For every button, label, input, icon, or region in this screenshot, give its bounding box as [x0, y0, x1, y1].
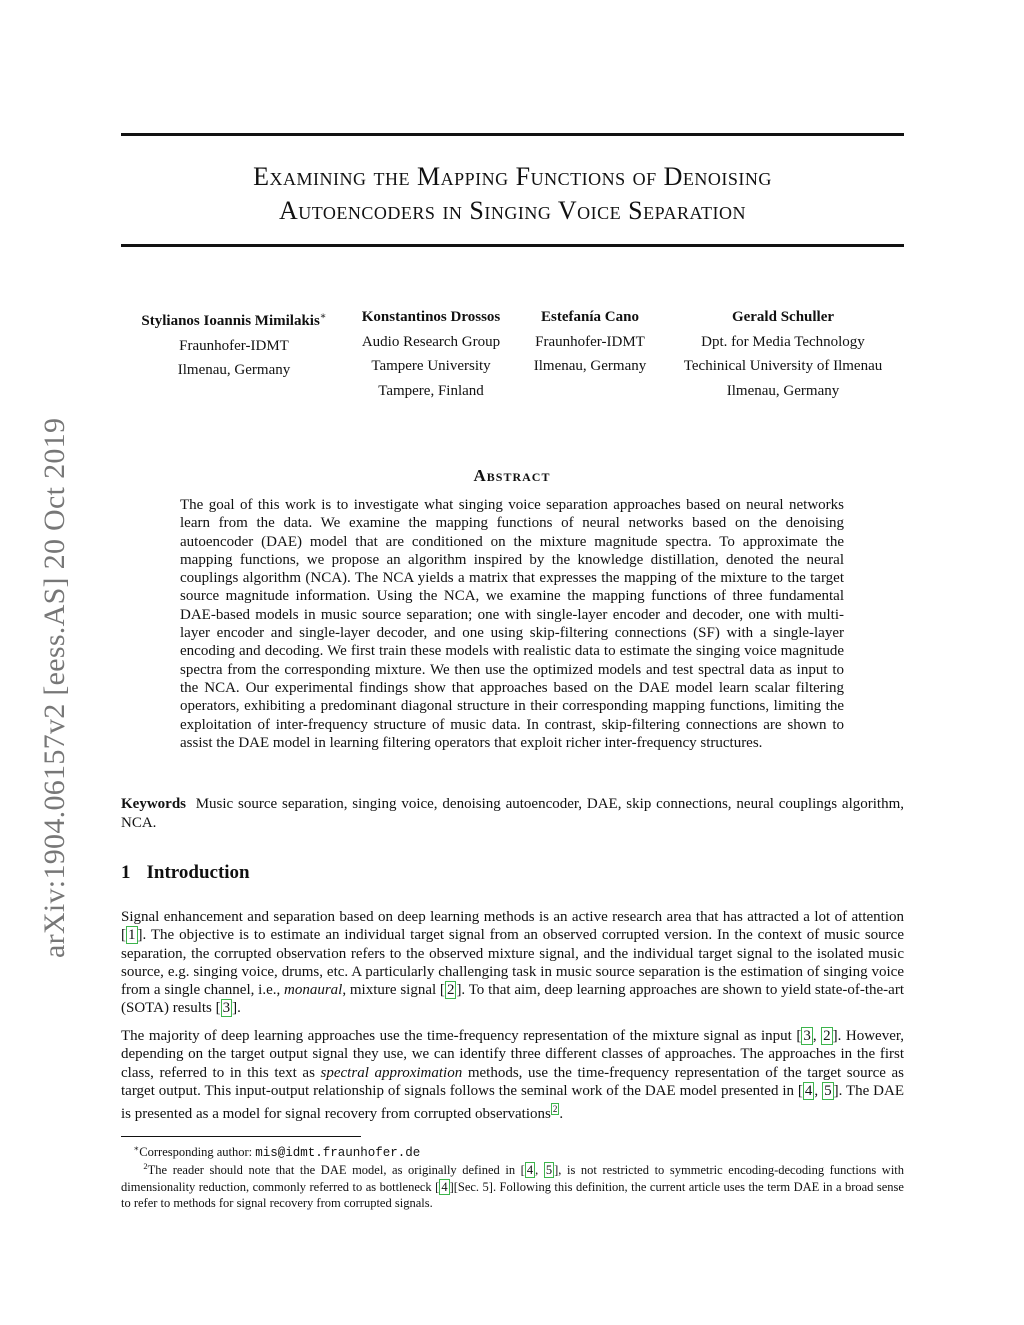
author-name: Estefanía Cano — [541, 309, 639, 325]
citation-link[interactable]: 1 — [128, 927, 136, 944]
intro-paragraph-1 — [121, 908, 904, 1018]
author-location: Tampere, Finland — [378, 382, 484, 399]
keywords — [121, 795, 904, 832]
text-run: , — [812, 1028, 822, 1044]
citation-link[interactable]: 5 — [545, 1163, 553, 1178]
intro-paragraph-2 — [121, 1027, 904, 1123]
section-title: Introduction — [146, 862, 250, 883]
author-name: Gerald Schuller — [731, 309, 835, 325]
title-top-rule — [121, 133, 904, 136]
text-run: Signal enhancement and separation based on deep learning methods is an active research area that has attracted a lot of attention [ — [121, 909, 904, 944]
author-location: Ilmenau, Germany — [177, 362, 291, 378]
author-affiliation: Fraunhofer-IDMT — [535, 333, 645, 350]
title-line-2: Autoencoders in Singing Voice Separation — [278, 196, 746, 225]
footnote-mark: 2 — [143, 1161, 148, 1171]
text-run: ]. However, depending on the target output signal they use, we can identify three different classes of approaches. The approaches in the first class, referred to in this text as — [121, 1028, 904, 1081]
footnote-mark: ∗ — [133, 1143, 140, 1153]
title-line-1: Examining the Mapping Functions of Denoising — [253, 162, 772, 191]
citation-link[interactable]: 5 — [824, 1082, 832, 1099]
text-run: The majority of deep learning approaches use the time-frequency representation of the mixture signal as input [ — [121, 1028, 802, 1044]
author-name: Konstantinos Drossos — [361, 309, 501, 325]
citation-link[interactable]: 2 — [446, 982, 455, 999]
footnote-text: Corresponding author: — [139, 1145, 256, 1160]
author-location: Ilmenau, Germany — [726, 382, 840, 399]
footnote-rule — [121, 1136, 361, 1137]
author-3 — [522, 305, 658, 379]
author-4 — [666, 305, 900, 403]
section-heading — [121, 862, 250, 884]
footnote-text: ][Sec. 5]. Following this definition, the current article uses the term DAE in a broad sense to refer to methods for signal recovery from corrupted signals. — [121, 1179, 904, 1211]
citation-link[interactable]: 3 — [803, 1028, 811, 1044]
text-run: ]. — [232, 1000, 241, 1017]
citation-link[interactable]: 4 — [804, 1082, 813, 1099]
author-affiliation: Audio Research Group — [361, 333, 501, 350]
text-run: ]. The DAE is presented as a model for signal recovery from corrupted observations — [121, 1082, 905, 1123]
author-affiliation: Fraunhofer-IDMT — [179, 337, 289, 354]
title-bottom-rule — [121, 244, 904, 247]
abstract-heading: Abstract — [473, 466, 551, 485]
author-location: Ilmenau, Germany — [533, 358, 647, 374]
emphasis: spectral approximation — [320, 1064, 463, 1081]
keywords-text: Music source separation, singing voice, denoising autoencoder, DAE, skip connections, neural couplings algorithm, NCA. — [121, 796, 904, 831]
text-run: , mixture signal [ — [342, 982, 445, 999]
author-institution: Tampere University — [371, 358, 491, 374]
footnote-text: ], is not restricted to symmetric encoding-decoding functions with dimensionality reduction, commonly referred to as bottleneck [ — [121, 1163, 905, 1194]
author-2 — [348, 305, 514, 403]
section-number: 1 — [121, 862, 131, 883]
citation-link[interactable]: 2 — [823, 1028, 831, 1044]
author-affiliation: Dpt. for Media Technology — [701, 333, 865, 350]
arxiv-identifier: arXiv:1904.06157v2 [eess.AS] 20 Oct 2019 — [38, 417, 71, 958]
citation-link[interactable]: 4 — [441, 1179, 448, 1194]
text-run: , — [535, 1163, 544, 1178]
keywords-label: Keywords — [121, 796, 186, 812]
author-name: Stylianos Ioannis Mimilakis — [141, 313, 320, 329]
footnote-link[interactable]: 2 — [552, 1104, 558, 1115]
paper-title — [121, 160, 904, 228]
emphasis: monaural — [284, 982, 343, 999]
author-email[interactable]: mis@idmt.fraunhofer.de — [255, 1146, 421, 1161]
footnote-text: The reader should note that the DAE model, as originally defined in [ — [147, 1163, 525, 1178]
text-run: . — [559, 1106, 564, 1123]
text-run: ]. The objective is to estimate an individual target signal from an observed corrupted version. In the context of music source separation, the corrupted observation refers to the observed mixture signal, and the individual target signal to the isolated music source, e.g. singing voice, drums, etc. A particularly challenging task in music source separation is the estimation of singing voice from a single channel, i.e., — [121, 927, 904, 999]
author-institution: Techinical University of Ilmenau — [683, 358, 883, 374]
abstract-text: The goal of this work is to investigate what singing voice separation approaches based on neural networks learn from the data. We examine the mapping functions of neural networks based on the denoising autoencoder (DAE) model that are conditioned on the mixture magnitude spectra. To approximate the mapping functions, we propose an algorithm inspired by the knowledge distillation, denoted the neural couplings algorithm (NCA). The NCA yields a matrix that expresses the mapping of the mixture to the target source magnitude information. Using the NCA, we examine the mapping functions of three fundamental DAE-based models in music source separation; one with single-layer encoder and decoder, one with multi-layer encoder and single-layer decoder, and one using skip-filtering connections (SF) with a single-layer encoding and decoding. We first train these models with realistic data to estimate the singing voice magnitude spectra from the corresponding mixture. We then use the optimized models and test spectral data as input to the NCA. Our experimental findings show that approaches based on the DAE model learn scalar filtering operators, exhibiting a predominant diagonal structure in their corresponding mapping functions, limiting the exploitation of inter-frequency structure of music data. In contrast, skip-filtering connections are shown to assist the DAE model in learning filtering operators that exploit richer inter-frequency structures. — [180, 497, 844, 751]
footnote-2 — [121, 1158, 904, 1212]
corresponding-mark: ∗ — [319, 311, 327, 322]
text-run: , — [814, 1082, 823, 1099]
text-run: methods, use the time-frequency representation of the target source as target output. This input-output relationship of signals follows the seminal work of the DAE model presented in [ — [121, 1064, 904, 1099]
citation-link[interactable]: 4 — [526, 1163, 534, 1178]
text-run: ]. To that aim, deep learning approaches are shown to yield state-of-the-art (SOTA) results [ — [121, 982, 904, 1017]
author-1 — [131, 305, 337, 383]
citation-link[interactable]: 3 — [222, 1000, 231, 1017]
